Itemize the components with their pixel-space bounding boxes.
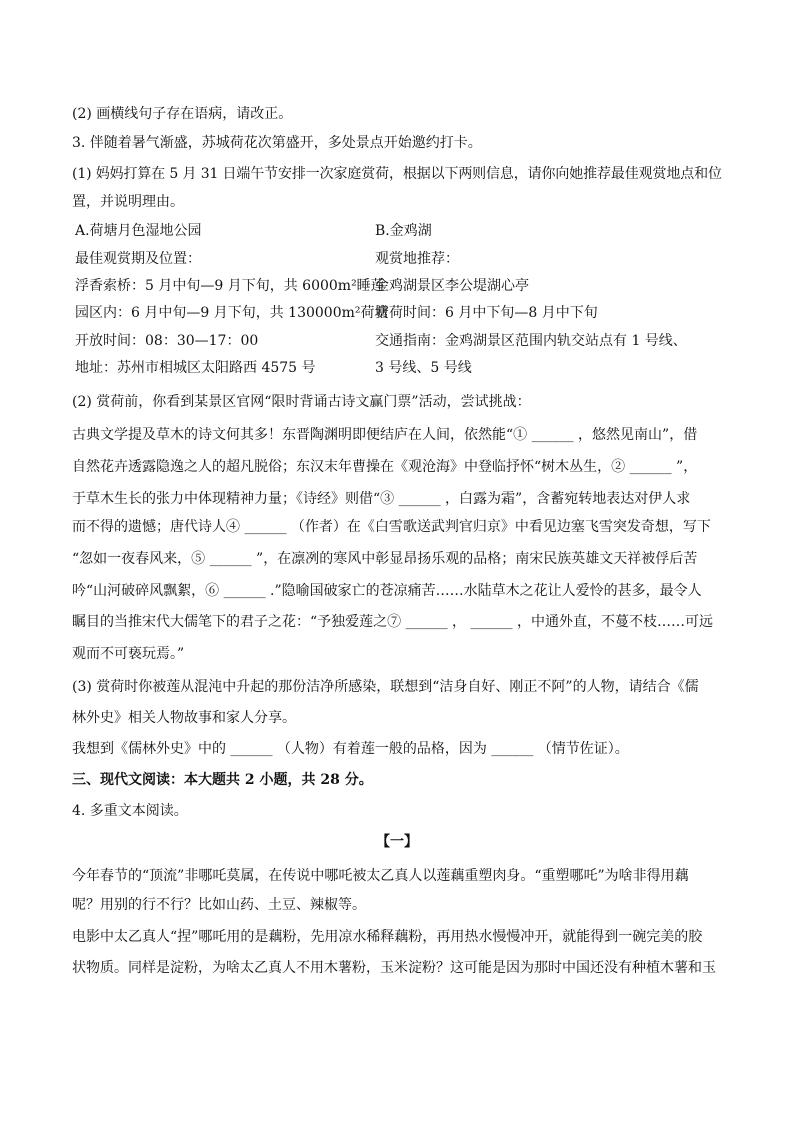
- info-a-line-1: 最佳观赏期及位置：: [75, 251, 201, 267]
- info-a-title: A.荷塘月色湿地公园: [75, 223, 202, 239]
- question-2-2: (2) 画横线句子存在语病，请改正。: [72, 106, 293, 122]
- poem-passage-line-3: 于草木生长的张力中体现精神力量；《诗经》则借“③ ______ ，白露为霜”，含蓄宛转地表达对伊人求: [72, 491, 691, 507]
- poem-passage-line-6: 吟“山河破碎风飘絮，⑥ ______ .”隐喻国破家亡的苍凉痛苦……水陆草木之花让人爱怜的甚多，最令人: [72, 583, 702, 599]
- info-a-line-4: 开放时间：08：30—17：00: [75, 333, 259, 349]
- text-1-line-4: 状物质。同样是淀粉，为啥太乙真人不用木薯粉，玉米淀粉？这可能是因为那时中国还没有种植木薯和玉: [72, 960, 716, 976]
- poem-passage-line-1: 古典文学提及草木的诗文何其多！东晋陶渊明即便结庐在人间，依然能“① ______ ，悠然见南山”，借: [72, 427, 698, 443]
- question-3-1-line-1: (1) 妈妈打算在 5 月 31 日端午节安排一次家庭赏荷，根据以下两则信息，请你向她推荐最佳观赏地点和位: [72, 166, 722, 182]
- section-3-heading: 三、现代文阅读：本大题共 2 小题，共 28 分。: [72, 772, 373, 788]
- poem-passage-line-2: 自然花卉透露隐逸之人的超凡脱俗；东汉末年曹操在《观沧海》中登临抒怀“树木丛生，② ______ ”，: [72, 459, 698, 475]
- poem-passage-line-5: “忽如一夜春风来，⑤ ______ ”，在凛冽的寒风中彰显昂扬乐观的品格；南宋民族英雄文天祥被俘后苦: [72, 551, 698, 567]
- question-4-intro: 4. 多重文本阅读。: [72, 803, 188, 819]
- info-a-line-3: 园区内：6 月中旬—9 月下旬，共 130000m²荷塘: [75, 305, 389, 321]
- question-3-3-line-1: (3) 赏荷时你被莲从混沌中升起的那份洁净所感染，联想到“洁身自好、刚正不阿”的人物，请结合《儒: [72, 679, 699, 695]
- poem-passage-line-4: 而不得的遗憾；唐代诗人④ ______ （作者）在《白雪歌送武判官归京》中看见边塞飞雪突发奇想，写下: [72, 519, 711, 535]
- info-a-line-2: 浮香索桥：5 月中旬—9 月下旬，共 6000m²睡莲: [75, 278, 385, 294]
- question-3-3-answer-line: 我想到《儒林外史》中的 ______ （人物）有着莲一般的品格，因为 ______ （情节佐证）。: [72, 741, 629, 757]
- poem-passage-line-8: 观而不可亵玩焉。”: [72, 646, 185, 662]
- text-1-heading: 【一】: [376, 834, 418, 850]
- question-3-3-line-2: 林外史》相关人物故事和家人分享。: [72, 710, 296, 726]
- info-b-title: B.金鸡湖: [375, 223, 432, 239]
- question-3-1-line-2: 置，并说明理由。: [72, 194, 184, 210]
- text-1-line-1: 今年春节的“顶流”非哪吒莫属，在传说中哪吒被太乙真人以莲藕重塑肉身。“重塑哪吒”为啥非得用藕: [72, 868, 689, 884]
- info-a-line-5: 地址：苏州市相城区太阳路西 4575 号: [75, 360, 316, 376]
- info-b-line-5: 3 号线、5 号线: [375, 360, 472, 376]
- poem-passage-line-7: 瞩目的当推宋代大儒笔下的君子之花：“予独爱莲之⑦ ______ ， ______ ，中通外直，不蔓不枝……可远: [72, 614, 713, 630]
- text-1-line-3: 电影中太乙真人“捏”哪吒用的是藕粉，先用凉水稀释藕粉，再用热水慢慢冲开，就能得到一碗完美的胶: [72, 929, 703, 945]
- info-b-line-1: 观赏地推荐：: [375, 251, 459, 267]
- question-3-2-intro: (2) 赏荷前，你看到某景区官网“限时背诵古诗文赢门票”活动，尝试挑战：: [72, 394, 531, 410]
- info-b-line-2: 金鸡湖景区李公堤湖心亭: [375, 278, 529, 294]
- question-3-intro: 3. 伴随着暑气渐盛，苏城荷花次第盛开，多处景点开始邀约打卡。: [72, 135, 482, 151]
- info-b-line-4: 交通指南：金鸡湖景区范围内轨交站点有 1 号线、: [375, 333, 687, 349]
- text-1-line-2: 呢？用别的行不行？比如山药、土豆、辣椒等。: [72, 897, 366, 913]
- info-b-line-3: 赏荷时间：6 月中下旬—8 月中下旬: [375, 305, 598, 321]
